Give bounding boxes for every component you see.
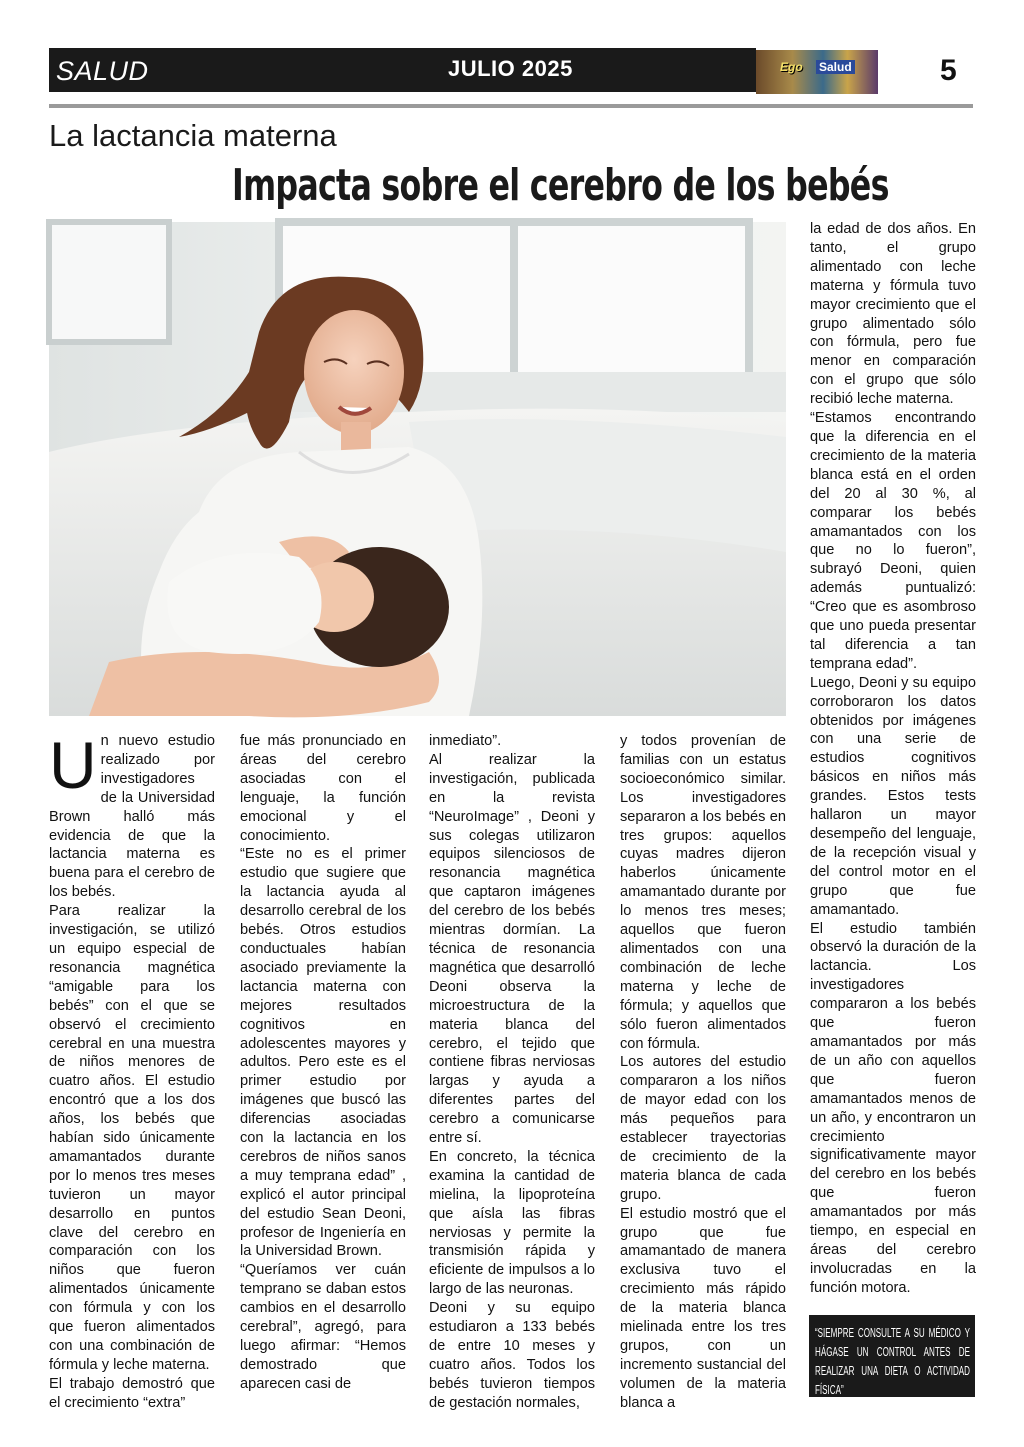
page-number: 5	[940, 54, 957, 87]
article-paragraph: fue más pronunciado en áreas del cerebro asociadas con el lenguaje, la función emocional y el conocimiento.	[240, 733, 406, 844]
issue-date: JULIO 2025	[448, 56, 573, 81]
article-paragraph: El estudio también observó la duración de la lactancia. Los investigadores compararon a los bebés que fueron amamantados por más de un año con aquellos que fueron amamantados menos de un año, y encontraron un crecimiento significativamente mayor del cerebro en los bebés que fueron amamantados por más tiempo, en especial en áreas del cerebro involucradas en la función motora.	[810, 920, 976, 1296]
article-paragraph: inmediato”.	[429, 733, 502, 749]
section-label: SALUD	[56, 56, 149, 86]
article-paragraph: n nuevo estudio realizado por investigadores de la Universidad Brown halló más evidencia de que la lactancia materna es buena para el cerebro de los bebés.	[49, 733, 215, 901]
article-paragraph: El trabajo demostró que el crecimiento “extra”	[49, 1375, 215, 1411]
article-column-2	[240, 732, 406, 1397]
article-paragraph: Al realizar la investigación, publicada en la revista “NeuroImage” , Deoni y sus colegas utilizaron equipos silenciosos de resonancia magnética que captaron imágenes del cerebro de los bebés mientras dormían. La técnica de resonancia magnética que desarrolló Deoni observa la microestructura de la materia blanca del cerebro, el tejido que contiene fibras nerviosas largas y ayuda a diferentes partes del cerebro a comunicarse entre sí.	[429, 751, 595, 1147]
article-photo	[49, 222, 786, 716]
article-paragraph: Deoni y su equipo estudiaron a 133 bebés de entre 10 meses y cuatro años. Todos los bebés tuvieron tiempos de gestación normales,	[429, 1300, 595, 1411]
article-paragraph: “Queríamos ver cuán temprano se daban estos cambios en el desarrollo cerebral”, agregó, para luego afirmar: “Hemos demostrado que aparecen casi de	[240, 1262, 406, 1392]
article-kicker: La lactancia materna	[49, 118, 337, 153]
article-paragraph: la edad de dos años. En tanto, el grupo alimentado con leche materna y fórmula tuvo mayor crecimiento que el grupo alimentado sólo con fórmula, pero fue menor en comparación con el grupo que sólo recibió leche materna.	[810, 221, 976, 408]
article-paragraph: En concreto, la técnica examina la cantidad de mielina, la lipoproteína que aísla las fibras nerviosas y permite la transmisión rápida y eficiente de impulsos a lo largo de las neuronas.	[429, 1148, 595, 1298]
article-paragraph: El estudio mostró que el grupo que fue amamantado de manera exclusiva tuvo el crecimiento más rápido de la materia blanca mielinada entre los tres grupos, con un incremento sustancial del volumen de la materia blanca a	[620, 1205, 786, 1411]
publication-logo	[756, 50, 878, 94]
article-dropcap: U	[49, 728, 97, 802]
article-paragraph: “Este no es el primer estudio que sugiere que la lactancia ayuda al desarrollo cerebral de los bebés. Otros estudios conductuales habían asociado previamente la lactancia materna con mejores resultados cognitivos en adolescentes mayores y adultos. Pero este es el primer estudio por imágenes que buscó las diferencias asociadas con la lactancia en los cerebros de niños sanos a muy temprana edad” , explicó el autor principal del estudio Sean Deoni, profesor de Ingeniería en la Universidad Brown.	[240, 846, 406, 1260]
header-bar	[49, 48, 756, 92]
health-advice-note	[809, 1315, 975, 1397]
article-column-3	[429, 732, 595, 1411]
header-divider	[49, 104, 973, 108]
article-column-4	[620, 732, 786, 1411]
article-headline: Impacta sobre el cerebro de los bebés	[232, 160, 889, 211]
article-column-5	[810, 220, 976, 1296]
article-paragraph: y todos provenían de familias con un estatus socioeconómico similar. Los investigadores separaron a los bebés en tres grupos: aquellos cuyas madres dijeron haberlos únicamente amamantado durante por lo menos tres meses; aquellos que fueron alimentados con una combinación de leche materna y leche de fórmula; y aquellos que sólo fueron alimentados con fórmula.	[620, 733, 786, 1052]
mother-baby-illustration	[49, 222, 786, 716]
article-column-1	[49, 728, 215, 1411]
article-paragraph: “Estamos encontrando que la diferencia en el crecimiento de la materia blanca está en el orden del 20 al 30 %, al comparar los bebés amamantados con los que no lo fueron”, subrayó Deoni, quien además puntualizó: “Creo que es asombroso que uno pueda presentar tal diferencia a tan temprana edad”.	[810, 410, 976, 672]
article-paragraph: Para realizar la investigación, se utilizó un equipo especial de resonancia magnética “amigable para los bebés” con el que se observó el crecimiento cerebral en una muestra de niños menores de cuatro años. El estudio encontró que a los dos años, los bebés que habían sido únicamente amamantados durante por lo menos tres meses tuvieron un mayor desarrollo en puntos clave del cerebro en comparación con los niños que fueron alimentados únicamente con fórmula y con los que fueron alimentados con una combinación de fórmula y leche materna.	[49, 903, 215, 1373]
logo-text-b: Salud	[816, 60, 855, 74]
health-advice-text: “SIEMPRE CONSULTE A SU MÉDICO Y HÁGASE UN CONTROL ANTES DE REALIZAR UNA DIETA O ACTIVIDAD FÍSICA”	[815, 1325, 970, 1397]
article-paragraph: Los autores del estudio compararon a los niños de mayor edad con los más pequeños para establecer trayectorias de crecimiento de la materia blanca de cada grupo.	[620, 1054, 786, 1203]
article-paragraph: Luego, Deoni y su equipo corroboraron los datos obtenidos por imágenes con una serie de estudios cognitivos básicos en niños más grandes. Estos tests hallaron un mayor desempeño del lenguaje, de la recepción visual y del control motor en el grupo que fue amamantado.	[810, 674, 976, 918]
logo-text-a: Ego	[780, 60, 803, 74]
